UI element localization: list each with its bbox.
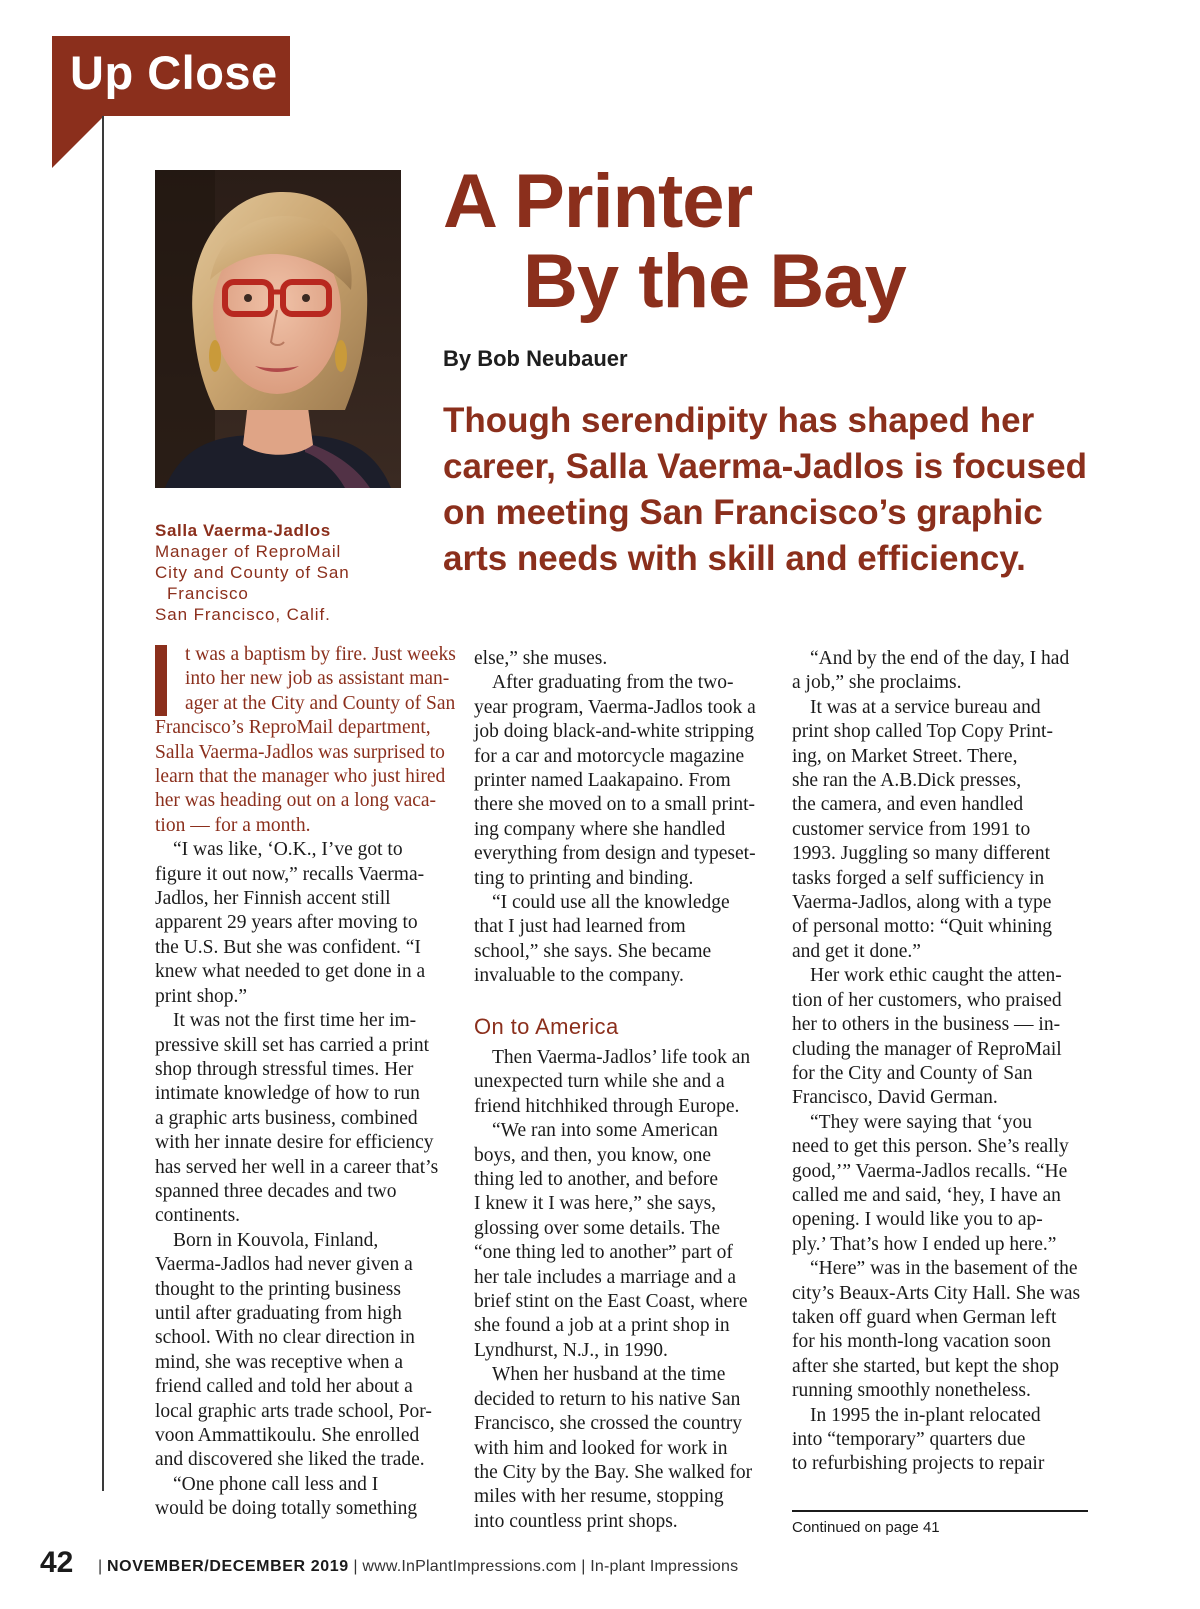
- body-line: tasks forged a self sufficiency in: [792, 867, 1045, 889]
- body-line: into “temporary” quarters due: [792, 1429, 1026, 1450]
- body-line: figure it out now,” recalls Vaerma-: [155, 863, 425, 885]
- body-line: a job,” she proclaims.: [792, 672, 962, 694]
- deck-line: arts needs with skill and efficiency.: [443, 539, 1026, 578]
- lede-line: Salla Vaerma-Jadlos was surprised to: [155, 741, 445, 763]
- body-line: year program, Vaerma-Jadlos took a: [474, 696, 756, 718]
- body-line: spanned three decades and two: [155, 1180, 397, 1202]
- section-subhead: On to America: [474, 1014, 619, 1039]
- body-line: would be doing totally something: [155, 1498, 418, 1520]
- deck: [443, 398, 1103, 582]
- byline: By Bob Neubauer: [443, 346, 628, 371]
- footer-website[interactable]: www.InPlantImpressions.com: [362, 1558, 577, 1575]
- body-line: Lyndhurst, N.J., in 1990.: [474, 1339, 668, 1361]
- caption-location: San Francisco, Calif.: [155, 605, 331, 624]
- body-line: intimate knowledge of how to run: [155, 1083, 420, 1105]
- body-line: tion of her customers, who praised: [792, 989, 1062, 1011]
- body-line: It was not the first time her im-: [173, 1010, 417, 1032]
- body-line: ting to printing and binding.: [474, 867, 694, 889]
- body-line: glossing over some details. The: [474, 1217, 721, 1239]
- body-line: After graduating from the two-: [492, 672, 734, 694]
- body-line: good,’” Vaerma-Jadlos recalls. “He: [792, 1160, 1068, 1182]
- body-line: for a car and motorcycle magazine: [474, 745, 745, 767]
- body-line: cluding the manager of ReproMail: [792, 1038, 1062, 1060]
- body-line: opening. I would like you to ap-: [792, 1209, 1043, 1231]
- body-column-2: [474, 647, 774, 989]
- body-line: the City by the Bay. She walked for: [474, 1461, 753, 1483]
- body-column-3: [792, 647, 1092, 1477]
- body-line: Then Vaerma-Jadlos’ life took an: [492, 1047, 751, 1068]
- lede-line: learn that the manager who just hired: [155, 766, 446, 788]
- body-line: she ran the A.B.Dick presses,: [792, 770, 1022, 792]
- headline-line-2: By the Bay: [523, 239, 906, 324]
- section-tab: [52, 36, 290, 116]
- body-line: after she started, but kept the shop: [792, 1355, 1059, 1377]
- body-line: there she moved on to a small print-: [474, 794, 756, 816]
- body-line: When her husband at the time: [492, 1364, 726, 1386]
- body-line: print shop called Top Copy Print-: [792, 721, 1053, 743]
- body-line: invaluable to the company.: [474, 965, 684, 987]
- body-line: city’s Beaux-Arts City Hall. She was: [792, 1282, 1081, 1304]
- body-line: thing led to another, and before: [474, 1169, 718, 1191]
- footer-publication: In-plant Impressions: [590, 1558, 739, 1575]
- headline: [443, 159, 906, 324]
- section-tab-label: Up Close: [70, 46, 278, 99]
- portrait-photo: [155, 170, 401, 488]
- deck-line: on meeting San Francisco’s graphic: [443, 493, 1043, 532]
- body-line: It was at a service bureau and: [810, 696, 1041, 718]
- caption-title: Manager of ReproMail: [155, 542, 342, 561]
- body-line: “one thing led to another” part of: [474, 1242, 733, 1264]
- page-footer: [98, 1558, 738, 1576]
- body-line: print shop.”: [155, 985, 248, 1007]
- body-line: her tale includes a marriage and a: [474, 1266, 737, 1288]
- body-line: everything from design and typeset-: [474, 843, 756, 865]
- body-line: Vaerma-Jadlos had never given a: [155, 1254, 413, 1276]
- caption-name: Salla Vaerma-Jadlos: [155, 521, 331, 540]
- body-line: and discovered she liked the trade.: [155, 1449, 425, 1471]
- body-line: the U.S. But she was confident. “I: [155, 936, 421, 958]
- body-line: Francisco, David German.: [792, 1087, 998, 1109]
- body-column-1: [155, 643, 455, 1522]
- body-line: friend called and told her about a: [155, 1376, 413, 1398]
- section-tab-fold: [52, 116, 104, 168]
- body-line: to refurbishing projects to repair: [792, 1453, 1045, 1475]
- footer-separator: |: [98, 1558, 103, 1575]
- body-line: running smoothly nonetheless.: [792, 1380, 1031, 1402]
- body-line: taken off guard when German left: [792, 1306, 1057, 1328]
- body-line: friend hitchhiked through Europe.: [474, 1095, 740, 1117]
- body-line: apparent 29 years after moving to: [155, 912, 418, 934]
- body-line: “I could use all the knowledge: [492, 892, 730, 914]
- body-line: voon Ammattikoulu. She enrolled: [155, 1425, 420, 1446]
- lede-line: t was a baptism by fire. Just weeks: [185, 644, 456, 665]
- body-line: “Here” was in the basement of the: [810, 1258, 1078, 1280]
- lede-line: Francisco’s ReproMail department,: [155, 717, 431, 739]
- body-line: need to get this person. She’s really: [792, 1136, 1069, 1158]
- lede-line: ager at the City and County of San: [185, 692, 456, 714]
- body-line: into countless print shops.: [474, 1510, 678, 1532]
- body-line: ply.’ That’s how I ended up here.”: [792, 1233, 1057, 1255]
- body-line: I knew it I was here,” she says,: [474, 1193, 717, 1215]
- body-line: “We ran into some American: [492, 1120, 718, 1142]
- lede-line: tion — for a month.: [155, 814, 311, 836]
- margin-rule: [102, 116, 104, 1491]
- lede-line: into her new job as assistant man-: [185, 668, 450, 690]
- footer-issue: NOVEMBER/DECEMBER 2019: [107, 1558, 349, 1575]
- body-line: has served her well in a career that’s: [155, 1156, 439, 1178]
- body-line: thought to the printing business: [155, 1278, 401, 1300]
- body-line: 1993. Juggling so many different: [792, 843, 1050, 865]
- body-line: Jadlos, her Finnish accent still: [155, 888, 391, 910]
- caption-organization-cont: Francisco: [167, 584, 249, 603]
- headline-line-1: A Printer: [443, 159, 753, 244]
- photo-caption: [155, 520, 415, 625]
- footer-separator: |: [581, 1558, 586, 1575]
- body-line: “And by the end of the day, I had: [810, 648, 1070, 669]
- body-line: Born in Kouvola, Finland,: [173, 1229, 379, 1251]
- body-line: “I was like, ‘O.K., I’ve got to: [173, 839, 403, 861]
- body-line: her to others in the business — in-: [792, 1014, 1061, 1036]
- body-line: customer service from 1991 to: [792, 818, 1031, 840]
- body-line: printer named Laakapaino. From: [474, 770, 731, 792]
- body-line: until after graduating from high: [155, 1302, 402, 1324]
- body-line: “They were saying that ‘you: [810, 1111, 1033, 1133]
- body-line: a graphic arts business, combined: [155, 1107, 418, 1129]
- lede-line: her was heading out on a long vaca-: [155, 790, 437, 812]
- continued-rule: [792, 1510, 1088, 1512]
- body-line: Her work ethic caught the atten-: [810, 965, 1062, 987]
- body-line: with him and looked for work in: [474, 1437, 728, 1459]
- body-line: shop through stressful times. Her: [155, 1058, 414, 1080]
- body-line: called me and said, ‘hey, I have an: [792, 1184, 1061, 1206]
- caption-organization: City and County of San: [155, 563, 350, 582]
- body-line: In 1995 the in-plant relocated: [810, 1404, 1041, 1426]
- body-line: knew what needed to get done in a: [155, 961, 426, 983]
- body-line: the camera, and even handled: [792, 794, 1024, 816]
- body-line: with her innate desire for efficiency: [155, 1132, 434, 1154]
- body-line: unexpected turn while she and a: [474, 1071, 725, 1093]
- body-line: else,” she muses.: [474, 648, 608, 669]
- body-line: brief stint on the East Coast, where: [474, 1291, 748, 1313]
- deck-line: career, Salla Vaerma-Jadlos is focused: [443, 447, 1087, 486]
- body-line: miles with her resume, stopping: [474, 1486, 724, 1508]
- body-line: job doing black-and-white stripping: [474, 721, 754, 743]
- body-line: and get it done.”: [792, 940, 921, 962]
- body-line: for his month-long vacation soon: [792, 1331, 1051, 1353]
- body-line: pressive skill set has carried a print: [155, 1034, 429, 1056]
- body-line: local graphic arts trade school, Por-: [155, 1400, 432, 1422]
- body-line: of personal motto: “Quit whining: [792, 916, 1052, 938]
- body-line: “One phone call less and I: [173, 1473, 379, 1495]
- body-line: she found a job at a print shop in: [474, 1315, 730, 1337]
- body-line: that I just had learned from: [474, 916, 686, 938]
- page-number: 42: [40, 1546, 74, 1579]
- body-line: ing company where she handled: [474, 818, 726, 840]
- body-line: decided to return to his native San: [474, 1388, 741, 1410]
- body-line: Francisco, she crossed the country: [474, 1413, 743, 1435]
- footer-separator: |: [353, 1558, 358, 1575]
- body-line: continents.: [155, 1205, 241, 1227]
- body-line: boys, and then, you know, one: [474, 1144, 712, 1166]
- continued-link[interactable]: Continued on page 41: [792, 1519, 940, 1536]
- body-line: ing, on Market Street. There,: [792, 745, 1018, 767]
- body-line: mind, she was receptive when a: [155, 1351, 403, 1373]
- body-line: school. With no clear direction in: [155, 1327, 415, 1349]
- deck-line: Though serendipity has shaped her: [443, 401, 1035, 440]
- body-line: Vaerma-Jadlos, along with a type: [792, 892, 1052, 914]
- body-column-2-continued: [474, 1046, 774, 1534]
- body-line: for the City and County of San: [792, 1062, 1033, 1084]
- body-line: school,” she says. She became: [474, 940, 712, 962]
